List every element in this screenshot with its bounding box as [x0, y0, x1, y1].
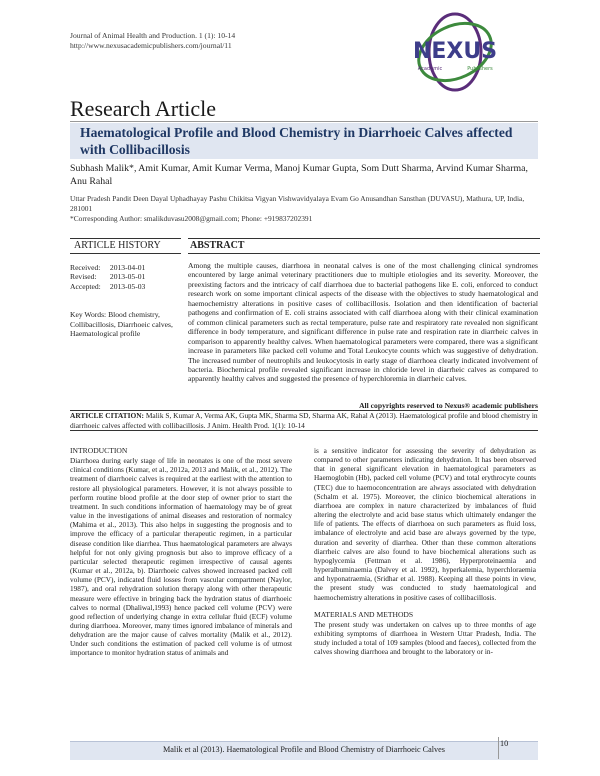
- methods-heading: MATERIALS AND METHODS: [314, 609, 414, 619]
- journal-info: [70, 31, 235, 50]
- page-number: 10: [500, 739, 509, 748]
- introduction-heading: INTRODUCTION: [70, 446, 128, 455]
- nexus-logo-graphic: [400, 12, 510, 94]
- methods-paragraph: The present study was undertaken on calves up to three months of age exhibiting symptoms of diarrhoea in Western Uttar Pradesh, India. The study included a total of 109 samples (blood and faeces), collected from the calves showing diarrhoea and brought to the laboratory or in-: [314, 619, 536, 657]
- divider: [70, 121, 538, 122]
- keywords-label: Key Words:: [70, 310, 107, 319]
- abstract-heading: ABSTRACT: [188, 238, 540, 254]
- affiliation: Uttar Pradesh Pandit Deen Dayal Uphadhayay Pashu Chikitsa Vigyan Vishwavidyalaya Evam Go Anusandhan Sansthan (DUVASU), Mathura, UP, India, 281001: [70, 194, 525, 213]
- logo-right-word: Publishers: [467, 66, 493, 72]
- revised-date: 2013-05-01: [109, 272, 146, 282]
- article-history-heading: ARTICLE HISTORY: [70, 238, 181, 254]
- running-title: Malik et al (2013). Haematological Profile and Blood Chemistry of Diarrhoeic Calves: [163, 745, 445, 754]
- copyright: All copyrights reserved to Nexus® academic publishers: [359, 401, 538, 410]
- article-citation: [70, 410, 538, 431]
- revised-label: Revised:: [70, 272, 97, 282]
- accepted-row: [70, 282, 180, 291]
- introduction-continued: is a sensitive indicator for assessing the severity of dehydration as compared to other parameters indicating dehydration. It has been observed that in general significant elevation in haematological parameters as Haemoglobin (Hb), packed cell volume (PCV) and total erythrocyte counts (TEC) due to haemoconcentration are always associated with dehydration (Schalm et al. 1975). Moreover, the clinico biochemical alterations in diarrhoea are complex in nature characterized by imbalances of fluid altering the electrolyte and acid base status which ultimately endanger the life of patients. The effects of diarrhoea on such parameters as fluid loss, imbalance of electrolyte and acid base are always governed by the type, duration and severity of diarrhea. Other than these common alterations diarrheic calves are also found to have biochemical alterations such as hypoglycemia (Fettman et al. 1986), Hyperproteinaemia and hyperalbuminaemia (Dalvey et al. 1992), hyperkalemia, hyperchloraemia and hyponatraemia, (Sridhar et al. 1988). Keeping all these points in view, the present study was conducted to study haematological and haemochemistry alterations in positive cases of collibacillosis.: [314, 446, 536, 602]
- affiliation-block: [70, 194, 538, 224]
- revised-row: [70, 272, 180, 281]
- authors: Subhash Malik*, Amit Kumar, Amit Kumar Verma, Manoj Kumar Gupta, Som Dutt Sharma, Arvind Kumar Sharma, Anu Rahal: [70, 163, 528, 187]
- received-row: [70, 263, 180, 272]
- journal-url[interactable]: http://www.nexusacademicpublishers.com/journal/11: [70, 40, 232, 50]
- keywords-list: Blood chemistry, Collibacillosis, Diarrhoeic calves, Haematological profile: [70, 310, 173, 339]
- citation-label: ARTICLE CITATION:: [70, 411, 144, 420]
- received-date: 2013-04-01: [109, 263, 146, 272]
- logo-left-word: Academic: [417, 66, 443, 72]
- introduction-paragraph: Diarrhoea during early stage of life in neonates is one of the most severe clinical conditions (Kumar, et al., 2012a, 2013 and Malik, et al., 2012). The treatment of diarrhoeic calves is required at the earliest with the attention to restore all physiological parameters. However, it is not always possible to perform routine blood profile at the door step of owner prior to start the treatment. In such conditions information of haematology may be of great value in the investigations of animal diseases and restoration of normalcy (Mahima et al., 2013). This also helps in suggesting the prognosis and to improve the efficacy of a particular therapeutic regimen, in a particular disease condition like diarrhea. Thus haematological parameters are always helpful for not only giving prognosis but also to improve efficacy of a particular selected therapeutic regimen irrespective of causal agents (Kumar et al., 2012a, b). Diarrhoeic calves showed increased packed cell volume (PCV), indicated fluid losses from vascular compartment (Naylor, 1987), and oral rehydration solution therapy along with other therapeutic measure were effective in bringing back the hydration status of diarrhoeic calves to normal (Dhaliwal,1993) hence packed cell volume (PCV) were good reflection of underlying change in extra cellular fluid (ECF) volume during diarrhoea. Moreover, many times ignored imbalance of minerals and dehydration are the major cause of calves mortality (Malik et al., 2012). Under such conditions the estimation of packed cell volume is of utmost importance to monitor hydration status of animals and: [70, 456, 292, 658]
- body-column-right: [314, 446, 536, 656]
- page-number-divider: [498, 737, 499, 759]
- section-heading: Research Article: [70, 96, 216, 121]
- logo-brand: NEXUS: [412, 39, 498, 64]
- article-title: Haematological Profile and Blood Chemistry in Diarrhoeic Calves affected with Collibacillosis: [80, 125, 513, 157]
- abstract-text: Among the multiple causes, diarrhoea in neonatal calves is one of the most challenging clinical syndromes encountered by large animal veterinary practitioners due to multiple etiologies and its severity. Moreover, the preexisting factors and the intricacy of calf diarrhoea due to bacterial pathogens like E. coli, enforced to conduct research work on some important clinical aspects of the disease with the objectives to study haematological and haemochemistry alterations in positive cases of collibacillosis. Isolation and then identification of bacterial pathogens and confirmation of E. coli strains associated with calf diarrhoea along with their clinical examination of common clinical parameters such as rectal temperature, pulse rate and respiratory rate revealed non significant difference in body temperature, and significant difference in pulse rate and respiration rate in diarrheic calves in comparison to apparently healthy calves. When haematological parameters were compared, there was a significant increase in parameters like packed cell volume and Total Leukocyte counts which was suggestive of dehydration. The increased number of neutrophils and leukocytosis in early stage of diarrhoea clearly indicated involvement of bacteria. Biochemical profile revealed significant increase in chloride level in diarrheic calves as compared to apparently healthy calves and suggested the presence of hyperchloremia in diarrheic calves.: [188, 261, 538, 384]
- article-history: [70, 263, 180, 291]
- accepted-label: Accepted:: [70, 281, 101, 291]
- nexus-logo: [400, 12, 510, 94]
- citation-text: Malik S, Kumar A, Verma AK, Gupta MK, Sharma SD, Sharma AK, Rahal A (2013). Haematological profile and blood chemistry in diarrhoeic calves affected with collibacillosis. J Anim. Health Prod. 1(1): 10-14: [70, 411, 538, 430]
- body-column-left: [70, 446, 292, 658]
- keywords: [70, 310, 180, 339]
- received-label: Received:: [70, 263, 101, 272]
- corresponding-author: *Corresponding Author: smalikduvasu2008@gmail.com; Phone: +919837202391: [70, 214, 313, 223]
- journal-citation-line: Journal of Animal Health and Production. 1 (1): 10-14: [70, 31, 236, 40]
- accepted-date: 2013-05-03: [109, 281, 146, 291]
